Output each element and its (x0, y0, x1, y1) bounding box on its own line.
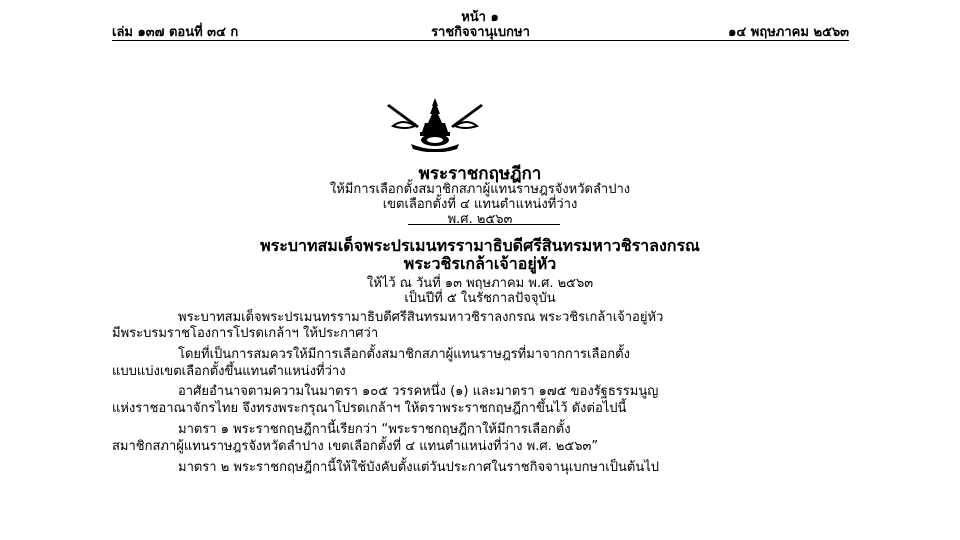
king-name-line-1: พระบาทสมเด็จพระปรเมนทรรามาธิบดีศรีสินทรมหาวชิราลงกรณ (260, 236, 700, 255)
given-date: ให้ไว้ ณ วันที่ ๑๓ พฤษภาคม พ.ศ. ๒๕๖๓ (366, 276, 594, 291)
decree-title: พระราชกฤษฎีกา (418, 164, 542, 184)
reign-year: เป็นปีที่ ๕ ในรัชกาลปัจจุบัน (404, 291, 556, 306)
decree-subtitle-2: เขตเลือกตั้งที่ ๔ แทนตำแหน่งที่ว่าง (382, 197, 578, 212)
section-2-line: มาตรา ๒ พระราชกฤษฎีกานี้ให้ใช้บังคับตั้งแต่วันประกาศในราชกิจจานุเบกษาเป็นต้นไป (178, 460, 660, 475)
body-line: อาศัยอำนาจตามความในมาตรา ๑๐๕ วรรคหนึ่ง (๑) และมาตรา ๑๗๕ ของรัฐธรรมนูญ (178, 384, 659, 399)
decree-year: พ.ศ. ๒๕๖๓ (447, 212, 513, 227)
body-line: พระบาทสมเด็จพระปรเมนทรรามาธิบดีศรีสินทรมหาวชิราลงกรณ พระวชิรเกล้าเจ้าอยู่หัว (178, 310, 664, 325)
publication-date: ๑๔ พฤษภาคม ๒๕๖๓ (728, 25, 849, 40)
body-line: แห่งราชอาณาจักรไทย จึงทรงพระกรุณาโปรดเกล้าฯ ให้ตราพระราชกฤษฎีกาขึ้นไว้ ดังต่อไปนี้ (112, 401, 627, 416)
body-line: แบบแบ่งเขตเลือกตั้งขึ้นแทนตำแหน่งที่ว่าง (112, 364, 346, 379)
title-rule (408, 224, 560, 225)
royal-crown-emblem-icon (385, 96, 485, 152)
section-1-line-2: สมาชิกสภาผู้แทนราษฎรจังหวัดลำปาง เขตเลือกตั้งที่ ๔ แทนตำแหน่งที่ว่าง พ.ศ. ๒๕๖๓” (112, 439, 599, 454)
section-1-line-1: มาตรา ๑ พระราชกฤษฎีกานี้เรียกว่า “พระราชกฤษฎีกาให้มีการเลือกตั้ง (178, 422, 571, 437)
king-name-line-2: พระวชิรเกล้าเจ้าอยู่หัว (403, 254, 557, 273)
volume-issue: เล่ม ๑๓๗ ตอนที่ ๓๔ ก (112, 25, 239, 40)
body-line: โดยที่เป็นการสมควรให้มีการเลือกตั้งสมาชิกสภาผู้แทนราษฎรที่มาจากการเลือกตั้ง (178, 347, 630, 362)
page-number: หน้า ๑ (461, 10, 499, 25)
gazette-header (112, 21, 849, 41)
decree-subtitle-1: ให้มีการเลือกตั้งสมาชิกสภาผู้แทนราษฎรจังหวัดลำปาง (329, 182, 631, 197)
header-rule (112, 40, 849, 41)
publication-name: ราชกิจจานุเบกษา (431, 25, 530, 40)
body-line: มีพระบรมราชโองการโปรดเกล้าฯ ให้ประกาศว่า (112, 326, 379, 341)
